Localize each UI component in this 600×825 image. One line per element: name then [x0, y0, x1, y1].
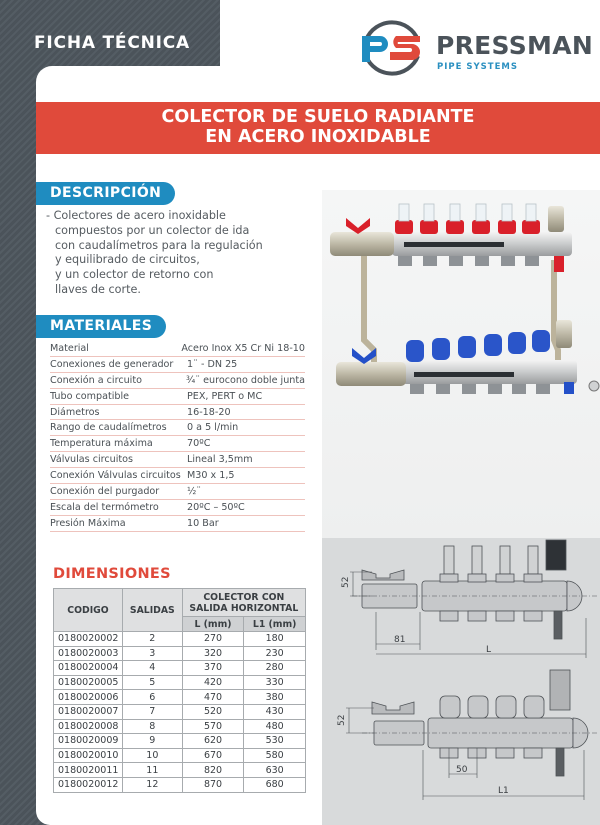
cell-l: 820: [182, 763, 244, 778]
cell-l1: 430: [244, 704, 306, 719]
materials-row: [50, 341, 305, 357]
cell-salidas: 12: [122, 777, 182, 792]
materials-value: ½¨: [187, 485, 202, 497]
description-line: - Colectores de acero inoxidable: [46, 209, 226, 222]
section-heading-dimensiones: DIMENSIONES: [53, 566, 171, 582]
dimensions-table: [53, 588, 306, 793]
cell-l: 520: [182, 704, 244, 719]
materials-row: [50, 500, 305, 516]
section-heading-descripcion: DESCRIPCIÓN: [36, 182, 175, 205]
materials-row: [50, 452, 305, 468]
materials-label: Diámetros: [50, 406, 100, 418]
col-header-salidas: SALIDAS: [122, 589, 182, 632]
table-header-row: [54, 589, 306, 617]
cell-l: 620: [182, 734, 244, 749]
cell-salidas: 8: [122, 719, 182, 734]
col-header-l: L (mm): [182, 617, 244, 632]
cell-codigo: 0180020008: [54, 719, 123, 734]
description-line: llaves de corte.: [55, 282, 141, 296]
materials-label: Conexión Válvulas circuitos: [50, 470, 181, 482]
dim-label-52-top: 52: [341, 576, 351, 588]
title-line-2: EN ACERO INOXIDABLE: [205, 127, 431, 147]
description-line: compuestos por un colector de ida: [55, 223, 250, 237]
description-line: con caudalímetros para la regulación: [55, 238, 263, 252]
cell-codigo: 0180020009: [54, 734, 123, 749]
materials-label: Presión Máxima: [50, 517, 126, 529]
cell-codigo: 0180020005: [54, 675, 123, 690]
materials-row: [50, 373, 305, 389]
table-row: [54, 690, 306, 705]
materials-label: Conexiones de generador: [50, 358, 174, 370]
cell-salidas: 5: [122, 675, 182, 690]
materials-value: PEX, PERT o MC: [187, 390, 263, 402]
dim-label-81: 81: [394, 635, 406, 645]
materials-value: 10 Bar: [187, 517, 219, 529]
table-row: [54, 777, 306, 792]
table-row: [54, 661, 306, 676]
cell-salidas: 4: [122, 661, 182, 676]
cell-l1: 530: [244, 734, 306, 749]
cell-l1: 280: [244, 661, 306, 676]
cell-salidas: 7: [122, 704, 182, 719]
cell-l: 470: [182, 690, 244, 705]
cell-l1: 630: [244, 763, 306, 778]
materials-value: ¾¨ eurocono doble junta: [185, 374, 305, 386]
brand-tagline: PIPE SYSTEMS: [437, 62, 518, 72]
materials-label: Conexión del purgador: [50, 485, 160, 497]
dim-label-52-bottom: 52: [337, 714, 347, 726]
cell-salidas: 6: [122, 690, 182, 705]
materials-value: 0 a 5 l/min: [187, 422, 239, 434]
table-row: [54, 704, 306, 719]
materials-row: [50, 484, 305, 500]
materials-row: [50, 389, 305, 405]
materials-row: [50, 516, 305, 532]
table-row: [54, 748, 306, 763]
materials-row: [50, 436, 305, 452]
col-header-l1: L1 (mm): [244, 617, 306, 632]
cell-salidas: 2: [122, 632, 182, 647]
dim-label-50: 50: [456, 765, 468, 775]
cell-l1: 230: [244, 646, 306, 661]
cell-l1: 680: [244, 777, 306, 792]
materials-value: 16-18-20: [187, 406, 231, 418]
cell-l1: 480: [244, 719, 306, 734]
ps-monogram-icon: [358, 14, 426, 82]
cell-salidas: 10: [122, 748, 182, 763]
materials-value: 70ºC: [187, 438, 211, 450]
technical-drawing: [322, 538, 600, 825]
materials-label: Escala del termómetro: [50, 501, 159, 513]
cell-l: 420: [182, 675, 244, 690]
materials-label: Válvulas circuitos: [50, 454, 134, 466]
section-heading-materiales: MATERIALES: [36, 315, 166, 338]
page-title: [36, 102, 600, 154]
cell-l: 670: [182, 748, 244, 763]
materials-value: M30 x 1,5: [187, 470, 235, 482]
brand-name: PRESSMAN: [436, 31, 594, 60]
cell-salidas: 9: [122, 734, 182, 749]
cell-l1: 330: [244, 675, 306, 690]
brand-logo: [350, 14, 600, 84]
table-row: [54, 632, 306, 647]
table-row: [54, 646, 306, 661]
col-header-codigo: CODIGO: [54, 589, 123, 632]
table-row: [54, 734, 306, 749]
materials-row: [50, 405, 305, 421]
dim-label-l: L: [486, 645, 492, 655]
cell-codigo: 0180020006: [54, 690, 123, 705]
col-header-group: COLECTOR CON SALIDA HORIZONTAL: [182, 589, 305, 617]
cell-l1: 180: [244, 632, 306, 647]
materials-label: Rango de caudalímetros: [50, 422, 167, 434]
cell-codigo: 0180020007: [54, 704, 123, 719]
materials-value: Lineal 3,5mm: [187, 454, 253, 466]
cell-codigo: 0180020010: [54, 748, 123, 763]
description-line: y equilibrado de circuitos,: [55, 253, 200, 267]
materials-value: 1¨ - DN 25: [187, 358, 238, 370]
materials-table: [50, 341, 305, 532]
description-text: [46, 209, 306, 298]
materials-row: [50, 468, 305, 484]
cell-l: 320: [182, 646, 244, 661]
product-photo: [322, 190, 600, 538]
materials-label: Material: [50, 342, 89, 354]
cell-codigo: 0180020003: [54, 646, 123, 661]
materials-label: Conexión a circuito: [50, 374, 142, 386]
manifold-illustration: [322, 190, 600, 538]
cell-codigo: 0180020002: [54, 632, 123, 647]
materials-value: 20ºC – 50ºC: [187, 501, 245, 513]
ficha-tecnica-label: FICHA TÉCNICA: [34, 33, 190, 53]
dim-label-l1: L1: [498, 786, 509, 796]
cell-l1: 580: [244, 748, 306, 763]
title-line-1: COLECTOR DE SUELO RADIANTE: [161, 107, 475, 127]
cell-l1: 380: [244, 690, 306, 705]
materials-value: Acero Inox X5 Cr Ni 18-10: [181, 342, 305, 354]
cell-codigo: 0180020004: [54, 661, 123, 676]
cell-codigo: 0180020012: [54, 777, 123, 792]
table-row: [54, 763, 306, 778]
table-row: [54, 719, 306, 734]
table-row: [54, 675, 306, 690]
materials-row: [50, 420, 305, 436]
cell-l: 370: [182, 661, 244, 676]
cell-l: 570: [182, 719, 244, 734]
cell-codigo: 0180020011: [54, 763, 123, 778]
materials-label: Temperatura máxima: [50, 438, 153, 450]
cell-salidas: 11: [122, 763, 182, 778]
materials-label: Tubo compatible: [50, 390, 130, 402]
dimension-drawing: [322, 538, 600, 825]
cell-l: 870: [182, 777, 244, 792]
description-line: y un colector de retorno con: [55, 268, 214, 282]
cell-l: 270: [182, 632, 244, 647]
cell-salidas: 3: [122, 646, 182, 661]
materials-row: [50, 357, 305, 373]
